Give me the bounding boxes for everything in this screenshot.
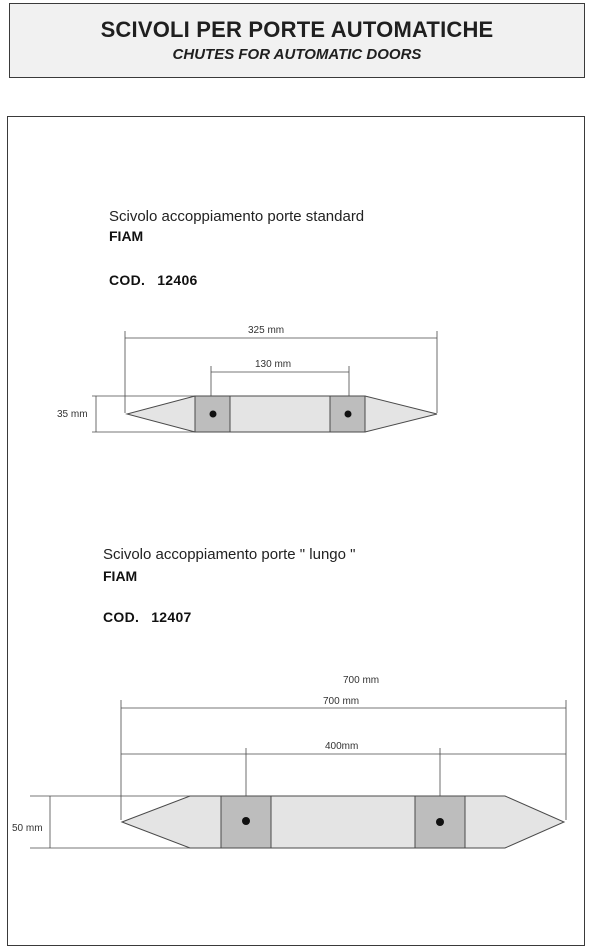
chute-body-long [122,796,564,848]
dim-label-height: 50 mm [12,823,43,834]
dim-label-height: 35 mm [57,409,88,420]
mounting-hole [345,411,352,418]
code-label: COD. [103,609,140,625]
chute-body-standard [127,396,437,432]
dim-label-overall: 325 mm [248,325,285,336]
code-value: 12406 [157,272,198,288]
mounting-hole [242,817,250,825]
code-label: COD. [109,272,146,288]
product-description: Scivolo accoppiamento porte standard [109,208,365,225]
dim-label-overall-top: 700 mm [343,675,380,686]
product-brand: FIAM [109,228,144,244]
mounting-hole [436,818,444,826]
product-code [109,272,198,288]
dim-label-holes: 130 mm [255,359,292,370]
dim-label-holes: 400mm [325,741,359,752]
code-value: 12407 [151,609,192,625]
product-code [103,609,192,625]
product-description: Scivolo accoppiamento porte " lungo " [103,546,356,563]
product-brand: FIAM [103,568,138,584]
header-title: SCIVOLI PER PORTE AUTOMATICHE [100,17,494,42]
header-subtitle: CHUTES FOR AUTOMATIC DOORS [172,46,422,63]
dim-label-overall: 700 mm [323,696,360,707]
mounting-hole [210,411,217,418]
